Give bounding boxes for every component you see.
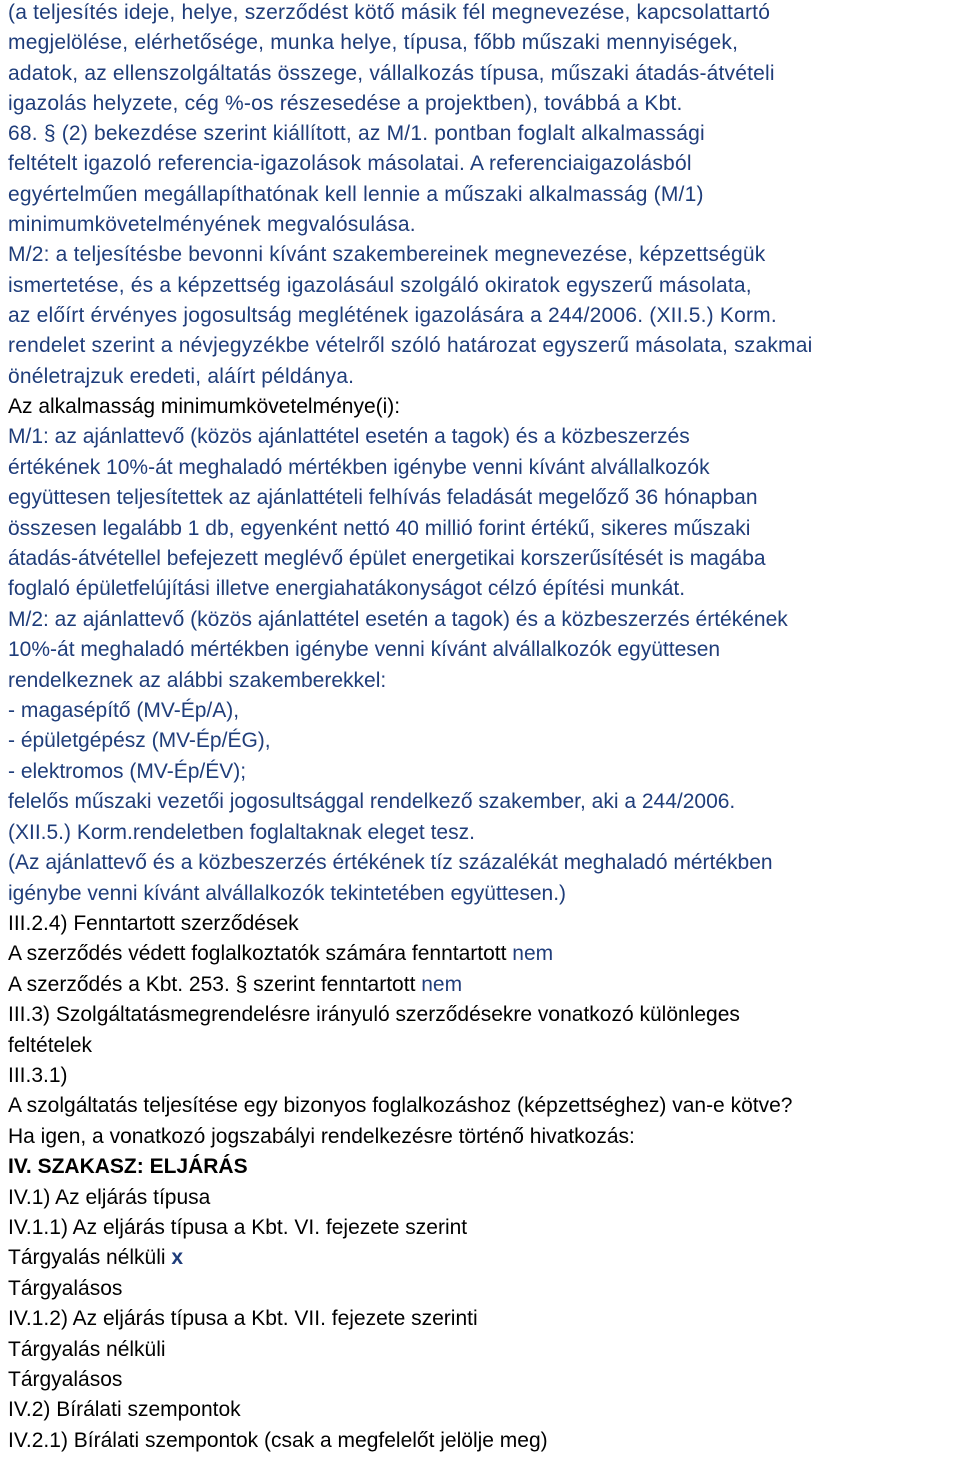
reserved-contract-1-label: A szerződés védett foglalkoztatók számára fenntartott <box>8 942 513 966</box>
service-legal-reference: Ha igen, a vonatkozó jogszabályi rendelkezésre történő hivatkozás: <box>8 1124 635 1148</box>
m2-requirement <box>8 605 960 909</box>
reserved-contract-2-value: nem <box>421 972 463 996</box>
section-iv-heading: IV. SZAKASZ: ELJÁRÁS <box>8 1155 248 1179</box>
section-iv-2-heading: IV.2) Bírálati szempontok <box>8 1398 241 1422</box>
reserved-contract-1 <box>8 939 960 969</box>
m2-line: - magasépítő (MV-Ép/A), <box>8 699 240 723</box>
intro-paragraph <box>8 0 960 392</box>
m1-line: értékének 10%-át meghaladó mértékben igénybe venni kívánt alvállalkozók <box>8 455 710 479</box>
reserved-contract-2-label: A szerződés a Kbt. 253. § szerint fenntartott <box>8 972 422 996</box>
m2-line: 10%-át meghaladó mértékben igénybe venni kívánt alvállalkozók együttesen <box>8 638 721 662</box>
procedure-option-label: Tárgyalás nélküli <box>8 1246 172 1270</box>
m1-line: M/1: az ajánlattevő (közös ajánlattétel esetén a tagok) és a közbeszerzés <box>8 425 690 449</box>
reserved-contract-1-value: nem <box>512 942 554 966</box>
m2-intro-line: rendelet szerint a névjegyzékbe vételről szóló határozat egyszerű másolata, szakmai <box>8 334 813 358</box>
section-3-3-1-heading: III.3.1) <box>8 1063 68 1087</box>
m2-line: igénybe venni kívánt alvállalkozók tekintetében együttesen.) <box>8 881 567 905</box>
m1-line: átadás-átvétellel befejezett meglévő épület energetikai korszerűsítését is magába <box>8 547 766 571</box>
m2-line: - elektromos (MV-Ép/ÉV); <box>8 759 247 783</box>
m2-intro-line: az előírt érvényes jogosultság meglétének igazolására a 244/2006. (XII.5.) Korm. <box>8 303 777 327</box>
procedure-option-negotiated-vii: Tárgyalásos <box>8 1368 123 1391</box>
main-section <box>8 392 960 1456</box>
section-iv-2-1-heading: IV.2.1) Bírálati szempontok (csak a megfelelőt jelölje meg) <box>8 1428 548 1452</box>
m2-intro-line: önéletrajzuk eredeti, aláírt példánya. <box>8 364 355 388</box>
section-3-2-4-heading: III.2.4) Fenntartott szerződések <box>8 911 299 935</box>
intro-line: minimumkövetelményének megvalósulása. <box>8 213 416 237</box>
section-iv-1-heading: IV.1) Az eljárás típusa <box>8 1185 211 1209</box>
reserved-contract-2 <box>8 970 960 1000</box>
section-iv-1-1-heading: IV.1.1) Az eljárás típusa a Kbt. VI. fejezete szerint <box>8 1215 468 1239</box>
m1-line: összesen legalább 1 db, egyenként nettó 40 millió forint értékű, sikeres műszaki <box>8 516 751 540</box>
procedure-option-negotiated: Tárgyalásos <box>8 1276 123 1300</box>
m2-line: M/2: az ajánlattevő (közös ajánlattétel esetén a tagok) és a közbeszerzés értékének <box>8 607 788 631</box>
intro-line: 68. § (2) bekezdése szerint kiállított, az M/1. pontban foglalt alkalmassági <box>8 122 705 146</box>
m2-intro-line: M/2: a teljesítésbe bevonni kívánt szakembereinek megnevezése, képzettségük <box>8 243 766 267</box>
procedure-option-without-negotiation-vii: Tárgyalás nélküli <box>8 1337 166 1361</box>
selected-mark: x <box>171 1246 184 1270</box>
m2-line: - épületgépész (MV-Ép/ÉG), <box>8 729 271 753</box>
intro-line: adatok, az ellenszolgáltatás összege, vállalkozás típusa, műszaki átadás-átvételi <box>8 61 775 85</box>
m1-line: foglaló épületfelújítási illetve energiahatákonyságot célzó építési munkát. <box>8 577 686 601</box>
m2-line: (Az ajánlattevő és a közbeszerzés értékének tíz százalékát meghaladó mértékben <box>8 851 773 875</box>
min-req-heading: Az alkalmasság minimumkövetelménye(i): <box>8 395 401 418</box>
section-3-3-heading: III.3) Szolgáltatásmegrendelésre irányuló szerződésekre vonatkozó különleges <box>8 1003 740 1027</box>
intro-line: (a teljesítés ideje, helye, szerződést kötő másik fél megnevezése, kapcsolattartó <box>8 1 771 24</box>
m1-requirement <box>8 422 960 604</box>
section-iv-1-2-heading: IV.1.2) Az eljárás típusa a Kbt. VII. fejezete szerinti <box>8 1307 478 1331</box>
intro-line: feltételt igazoló referencia-igazolások másolatai. A referenciaigazolásból <box>8 152 692 176</box>
m2-intro-line: ismertetése, és a képzettség igazolásául szolgáló okiratok egyszerű másolata, <box>8 273 752 297</box>
m1-line: együttesen teljesítettek az ajánlattételi felhívás feladását megelőző 36 hónapban <box>8 486 758 510</box>
intro-line: egyértelműen megállapíthatónak kell lennie a műszaki alkalmasság (M/1) <box>8 182 704 206</box>
intro-line: igazolás helyzete, cég %-os részesedése a projektben), továbbá a Kbt. <box>8 91 683 115</box>
service-question: A szolgáltatás teljesítése egy bizonyos foglalkozáshoz (képzettséghez) van-e kötve? <box>8 1094 793 1118</box>
m2-line: rendelkeznek az alábbi szakemberekkel: <box>8 668 387 692</box>
section-3-3-heading-cont: feltételek <box>8 1033 93 1057</box>
m2-line: (XII.5.) Korm.rendeletben foglaltaknak eleget tesz. <box>8 820 475 844</box>
procedure-option-without-negotiation <box>8 1243 960 1273</box>
m2-line: felelős műszaki vezetői jogosultsággal rendelkező szakember, aki a 244/2006. <box>8 790 736 814</box>
intro-line: megjelölése, elérhetősége, munka helye, típusa, főbb műszaki mennyiségek, <box>8 31 739 55</box>
